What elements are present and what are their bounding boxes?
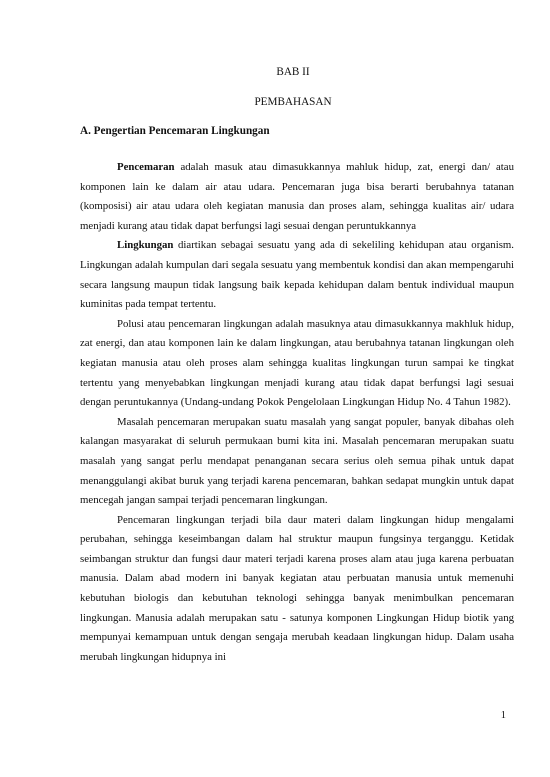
term-pencemaran: Pencemaran	[117, 161, 175, 173]
paragraph-text: diartikan sebagai sesuatu yang ada di sekeliling kehidupan atau organism. Lingkungan adalah kumpulan dari segala sesuatu yang membentuk kondisi dan akan mempengaruhi secara langsung maupun tidak langsung baik kepada kehidupan dalam bentuk individual maupun kuminitas pada tempat tertentu.	[80, 239, 514, 311]
paragraph-polusi	[80, 315, 514, 413]
paragraph-pencemaran	[80, 158, 514, 236]
paragraph-text: Polusi atau pencemaran lingkungan adalah masuknya atau dimasukkannya makhluk hidup, zat energi, dan atau komponen lain ke dalam lingkungan, atau berubahnya tatanan lingkungan oleh kegiatan manusia atau oleh proses alam sehingga kualitas lingkungan turun sampai ke tingkat tertentu yang menyebabkan lingkungan menjadi kurang atau tidak dapat berfungsi lagi sesuai dengan peruntukannya (Undang-undang Pokok Pengelolaan Lingkungan Hidup No. 4 Tahun 1982).	[80, 317, 514, 409]
paragraph-text: adalah masuk atau dimasukkannya mahluk hidup, zat, energi dan/ atau komponen lain ke dalam air atau udara. Pencemaran juga bisa berarti berubahnya tatanan (komposisi) air atau udara oleh kegiatan manusia dan proses alam, sehingga kualitas air/ udara menjadi kurang atau tidak dapat berfungsi lagi sesuai dengan peruntukkannya	[80, 161, 514, 232]
body-text	[80, 158, 514, 667]
term-lingkungan: Lingkungan	[117, 239, 174, 252]
paragraph-text: Masalah pencemaran merupakan suatu masalah yang sangat populer, banyak dibahas oleh kalangan masyarakat di seluruh permukaan bumi kita ini. Masalah pencemaran merupakan suatu masalah yang sangat perlu mendapat penanganan secara serius oleh semua pihak untuk dapat menanggulangi akibat buruk yang terjadi karena pencemaran, bahkan sedapat mungkin untuk dapat mencegah jangan sampai terjadi pencemaran lingkungan.	[80, 415, 514, 507]
paragraph-pencemaran-lingkungan	[80, 511, 514, 668]
paragraph-text: Pencemaran lingkungan terjadi bila daur materi dalam lingkungan hidup mengalami perubahan, sehingga keseimbangan dalam hal struktur maupun fungsinya terganggu. Ketidak seimbangan struktur dan fungsi daur materi terjadi karena proses alam atau juga karena perbuatan manusia. Dalam abad modern ini banyak kegiatan atau perbuatan manusia untuk memenuhi kebutuhan biologis dan kebutuhan teknologi sehingga banyak menimbulkan pencemaran lingkungan. Manusia adalah merupakan satu - satunya komponen Lingkungan Hidup biotik yang mempunyai kemampuan untuk dengan sengaja merubah keadaan lingkungan hidup. Dalam usaha merubah lingkungan hidupnya ini	[80, 513, 514, 663]
page-number: 1	[500, 710, 506, 721]
paragraph-masalah-pencemaran	[80, 413, 514, 511]
section-heading: A. Pengertian Pencemaran Lingkungan	[80, 125, 270, 137]
chapter-number: BAB II	[276, 66, 310, 78]
paragraph-lingkungan	[80, 236, 514, 314]
chapter-title: PEMBAHASAN	[254, 96, 332, 108]
